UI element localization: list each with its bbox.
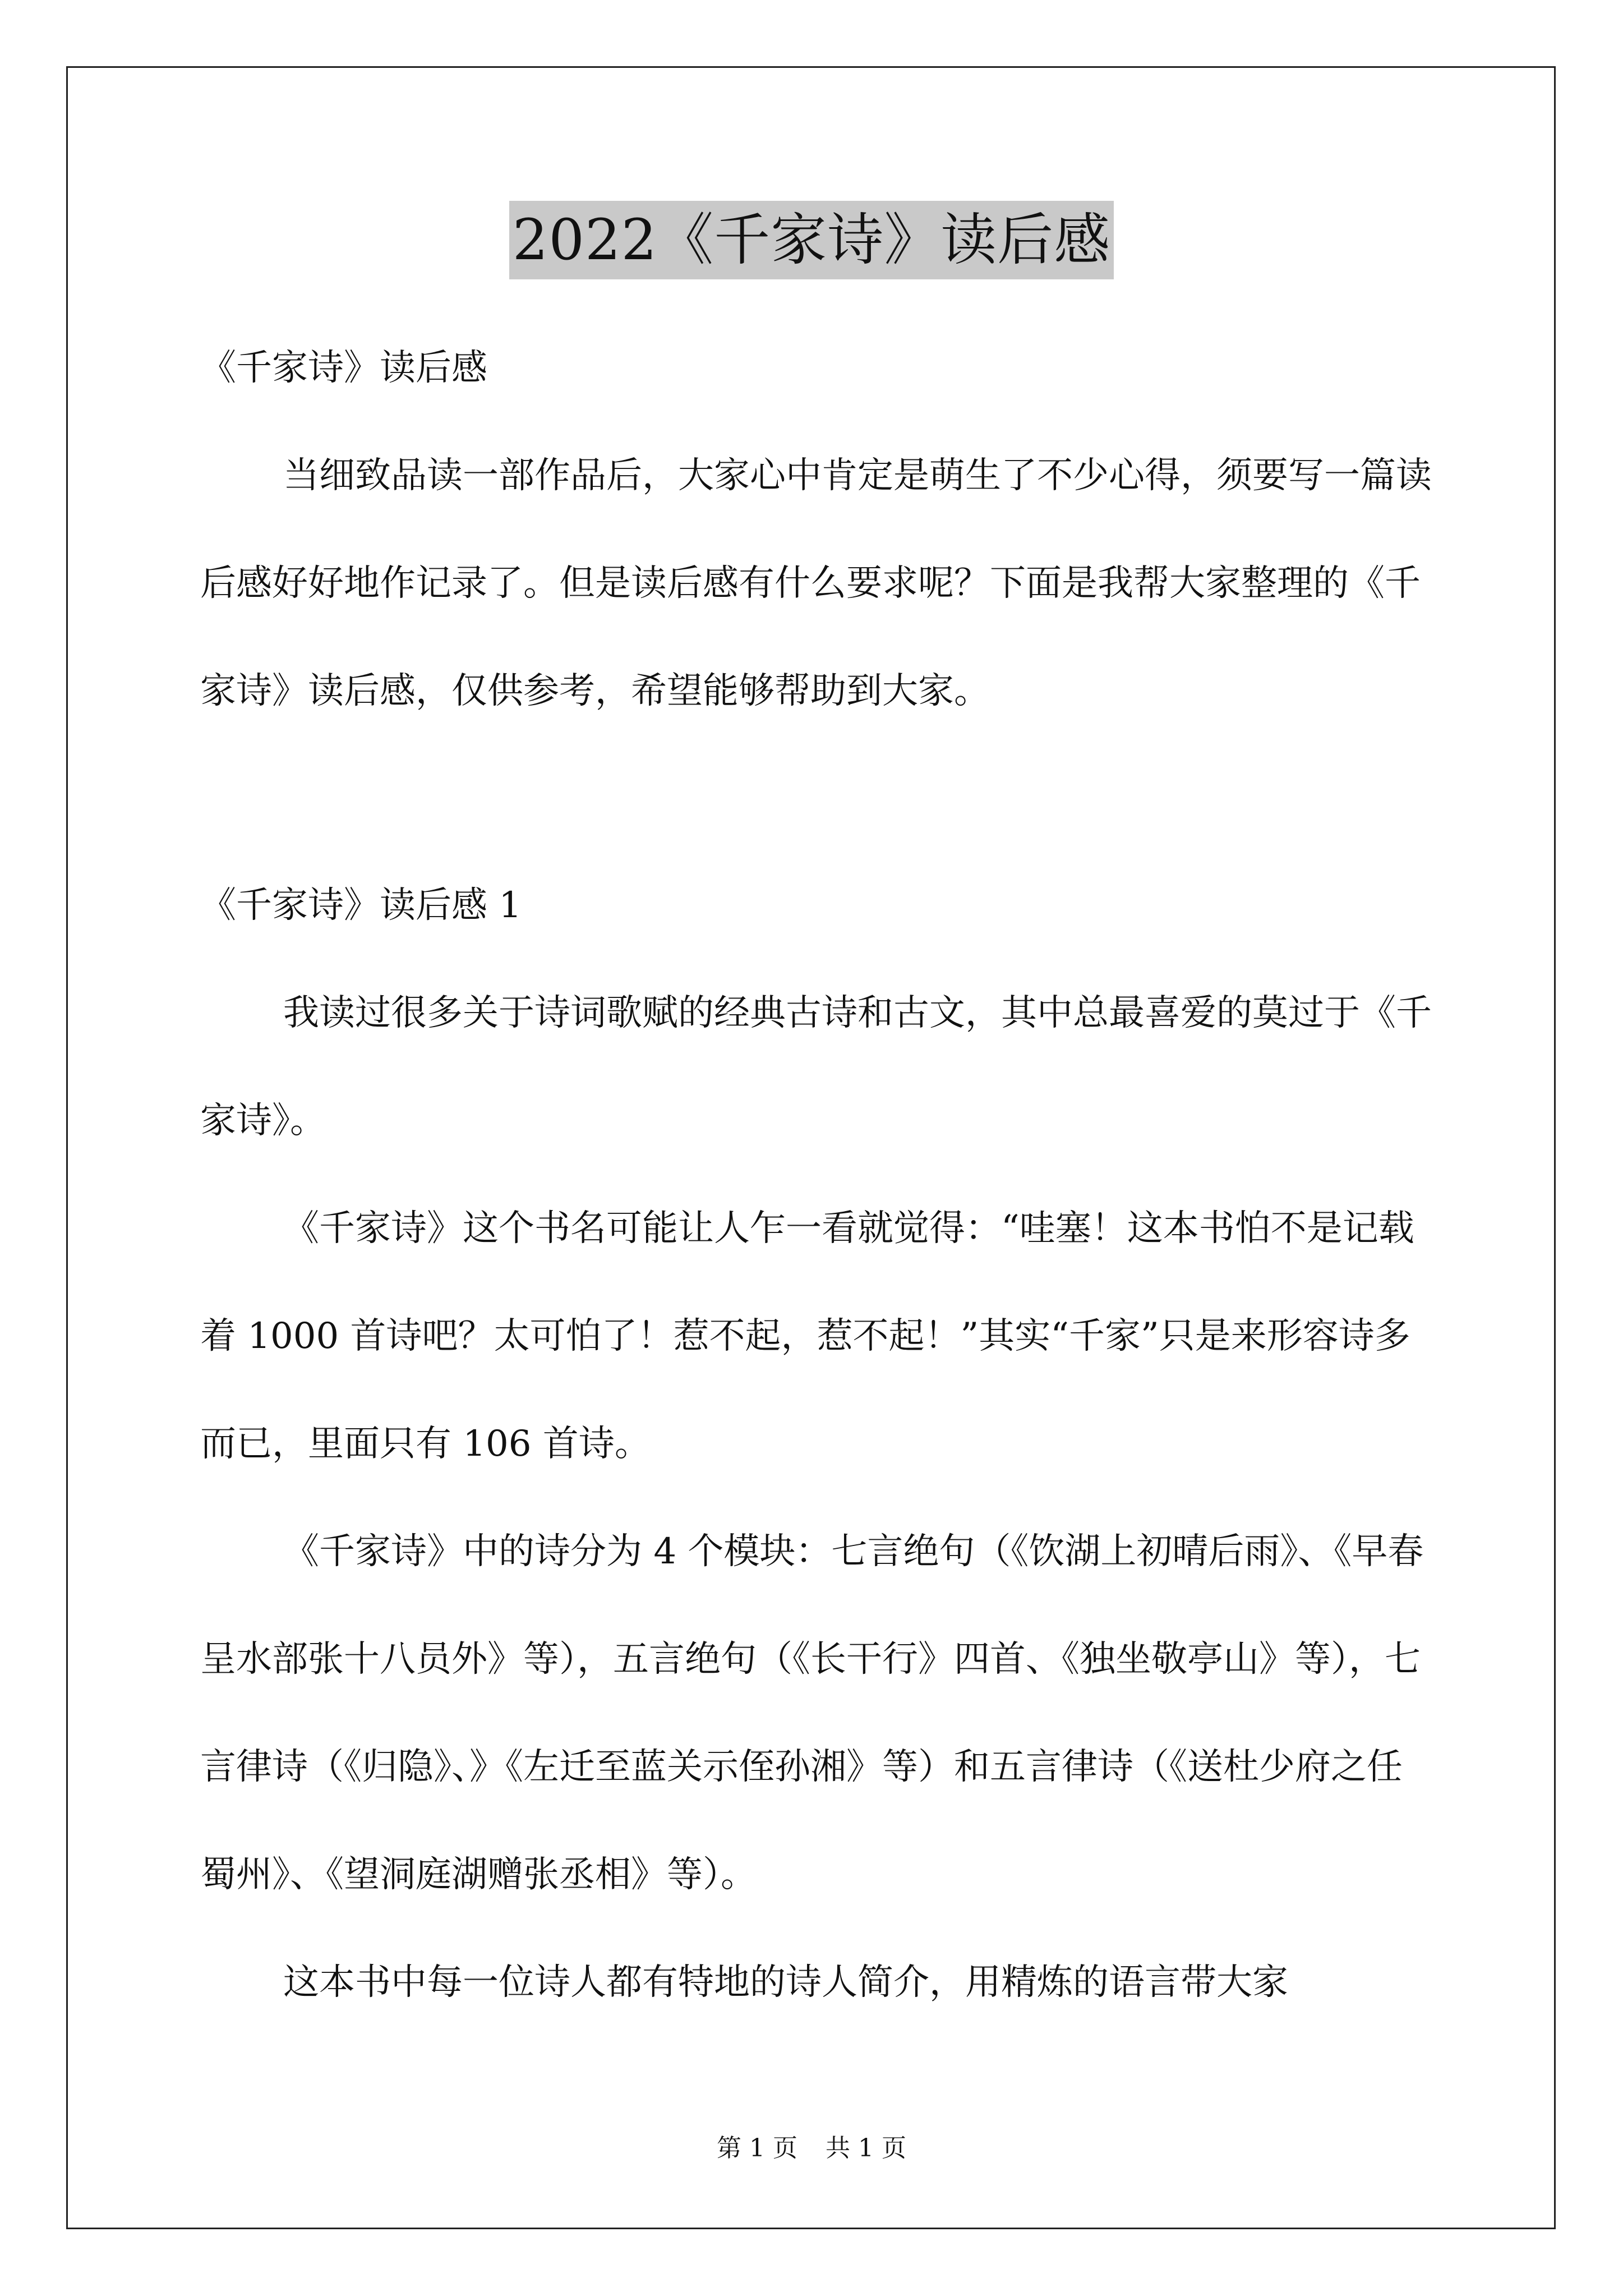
body-paragraph: 《千家诗》这个书名可能让人乍一看就觉得：“哇塞！这本书怕不是记载着 1000 首诗吧？太可怕了！惹不起，惹不起！”其实“千家”只是来形容诗多而已，里面只有 106 首诗。 [200, 1208, 1414, 1465]
body-paragraph: 这本书中每一位诗人都有特地的诗人简介，用精炼的语言带大家 [283, 1962, 1288, 2003]
title-container [0, 201, 1623, 279]
page-footer [0, 2132, 1623, 2165]
document-title: 2022《千家诗》读后感 [509, 201, 1114, 279]
subtitle: 《千家诗》读后感 [200, 347, 487, 389]
section-gap [200, 745, 1434, 852]
body-paragraph: 我读过很多关于诗词歌赋的经典古诗和古文，其中总最喜爱的莫过于《千家诗》。 [200, 992, 1432, 1142]
document-body [200, 314, 1434, 2036]
page-number: 第 1 页 [717, 2134, 797, 2162]
intro-paragraph: 当细致品读一部作品后，大家心中肯定是萌生了不少心得，须要写一篇读后感好好地作记录了。但是读后感有什么要求呢？下面是我帮大家整理的《千家诗》读后感，仅供参考，希望能够帮助到大家。 [200, 455, 1432, 712]
page-total: 共 1 页 [826, 2134, 906, 2162]
body-paragraph: 《千家诗》中的诗分为 4 个模块：七言绝句（《饮湖上初晴后雨》、《早春呈水部张十八员外》等），五言绝句（《长干行》四首、《独坐敬亭山》等），七言律诗（《归隐》、》《左迁至蓝关示侄孙湘》等）和五言律诗（《送杜少府之任蜀州》、《望洞庭湖赠张丞相》等）。 [200, 1531, 1424, 1895]
section-heading: 《千家诗》读后感 1 [200, 885, 522, 926]
